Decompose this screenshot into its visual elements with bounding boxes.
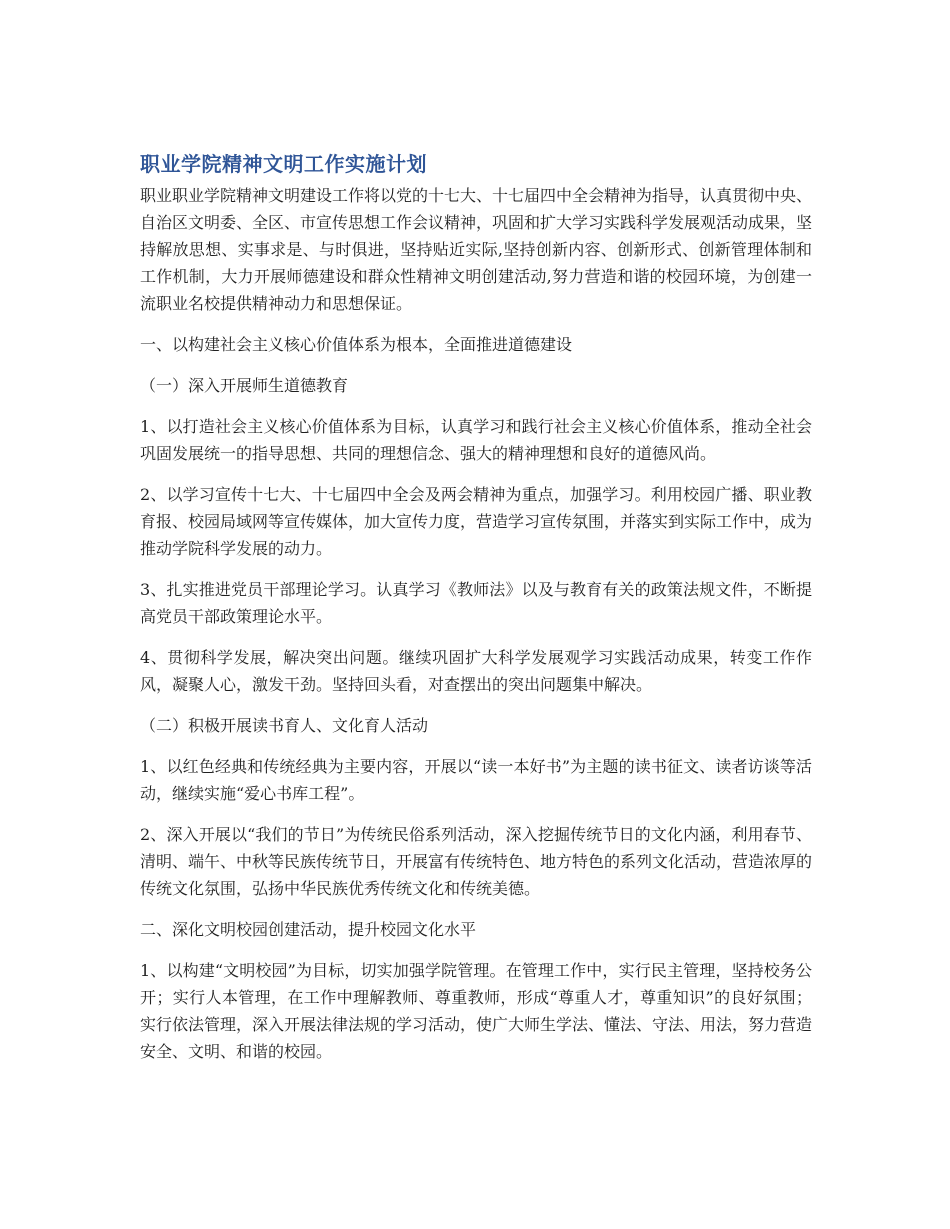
document-title: 职业学院精神文明工作实施计划 [140,152,427,176]
list-item: 2、以学习宣传十七大、十七届四中全会及两会精神为重点，加强学习。利用校园广播、职业教育报、校园局域网等宣传媒体，加大宣传力度，营造学习宣传氛围，并落实到实际工作中，成为推动学院科学发展的动力。 [140,485,813,558]
intro-paragraph: 职业职业学院精神文明建设工作将以党的十七大、十七届四中全会精神为指导，认真贯彻中央、自治区文明委、全区、市宣传思想工作会议精神，巩固和扩大学习实践科学发展观活动成果，坚持解放思想、实事求是、与时俱进，坚持贴近实际,坚持创新内容、创新形式、创新管理体制和工作机制，大力开展师德建设和群众性精神文明创建活动,努力营造和谐的校园环境，为创建一流职业名校提供精神动力和思想保证。 [140,186,813,313]
list-item: 1、以构建“文明校园”为目标，切实加强学院管理。在管理工作中，实行民主管理，坚持校务公开；实行人本管理，在工作中理解教师、尊重教师，形成“尊重人才，尊重知识”的良好氛围；实行依法管理，深入开展法律法规的学习活动，使广大师生学法、懂法、守法、用法，努力营造安全、文明、和谐的校园。 [140,961,813,1061]
subsection-heading-2: （二）积极开展读书育人、文化育人活动 [140,716,429,735]
list-item: 1、以红色经典和传统经典为主要内容，开展以“读一本好书”为主题的读书征文、读者访谈等活动，继续实施“爱心书库工程”。 [140,757,812,803]
list-item: 4、贯彻科学发展，解决突出问题。继续巩固扩大科学发展观学习实践活动成果，转变工作作风，凝聚人心，激发干劲。坚持回头看，对查摆出的突出问题集中解决。 [140,648,812,694]
subsection-heading-1: （一）深入开展师生道德教育 [140,376,349,395]
section-heading-1: 一、以构建社会主义核心价值体系为根本，全面推进道德建设 [140,335,573,354]
list-item: 2、深入开展以“我们的节日”为传统民俗系列活动，深入挖掘传统节日的文化内涵，利用春节、清明、端午、中秋等民族传统节日，开展富有传统特色、地方特色的系列文化活动，营造浓厚的传统文化氛围，弘扬中华民族优秀传统文化和传统美德。 [140,825,813,898]
list-item: 3、扎实推进党员干部理论学习。认真学习《教师法》以及与教育有关的政策法规文件，不断提高党员干部政策理论水平。 [140,580,812,626]
list-item: 1、以打造社会主义核心价值体系为目标，认真学习和践行社会主义核心价值体系，推动全社会巩固发展统一的指导思想、共同的理想信念、强大的精神理想和良好的道德风尚。 [140,417,812,463]
section-heading-2: 二、深化文明校园创建活动，提升校园文化水平 [140,920,477,939]
document-body [140,148,812,1065]
